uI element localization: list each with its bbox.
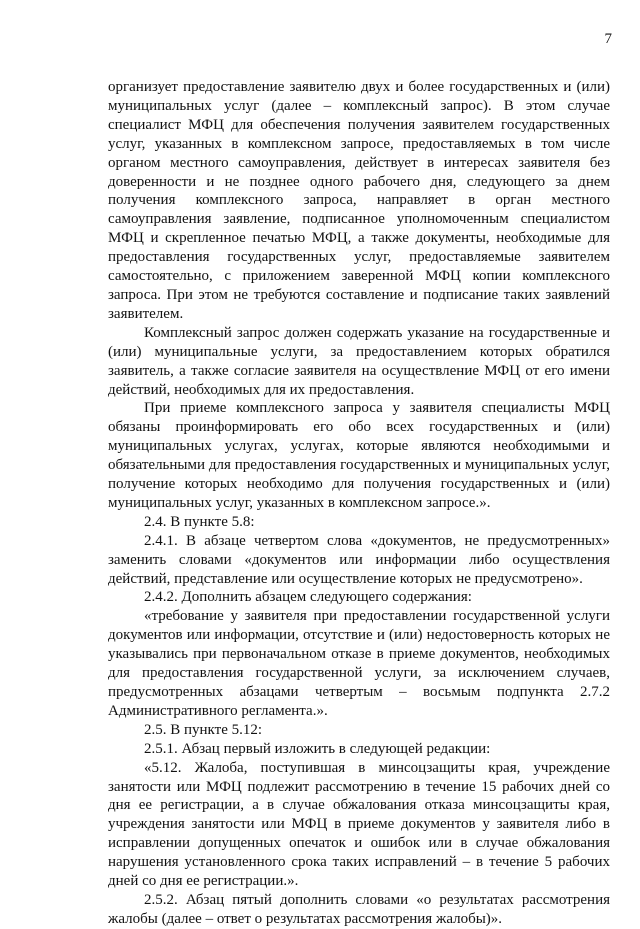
document-body: [108, 78, 610, 929]
page-number: 7: [604, 31, 612, 47]
clause-heading: 2.4.2. Дополнить абзацем следующего содержания:: [144, 589, 472, 606]
paragraph-continuation: организует предоставление заявителю двух и более государственных и (или) муниципальных услуг (далее – комплексный запрос). В этом случае специалист МФЦ для обеспечения получения заявителем государственных услуг, указанных в комплексном запросе, предоставляемых в том числе органом местного самоуправления, действует в интересах заявителя без доверенности и не позднее одного рабочего дня, следующего за днем получения комплексного запроса, направляет в орган местного самоуправления заявление, подписанное уполномоченным специалистом МФЦ и скрепленное печатью МФЦ, а также документы, необходимые для предоставления государственных услуг, предоставляемые заявителем самостоятельно, с приложением заверенной МФЦ копии комплексного запроса. При этом не требуются составление и подписание таких заявлений заявителем.: [108, 79, 610, 322]
clause-heading: 2.4. В пункте 5.8:: [144, 513, 255, 530]
paragraph: При приеме комплексного запроса у заявителя специалисты МФЦ обязаны проинформировать его обо всех государственных и (или) муниципальных услугах, услугах, которые являются необходимыми и обязательными для предоставления государственных и муниципальных услуг, получение которых необходимо для получения государственных и (или) муниципальных услуг, указанных в комплексном запросе.».: [108, 400, 610, 511]
clause-heading: 2.5.1. Абзац первый изложить в следующей редакции:: [144, 740, 491, 757]
quoted-paragraph: «5.12. Жалоба, поступившая в минсоцзащиты края, учреждение занятости или МФЦ подлежит рассмотрению в течение 15 рабочих дней со дня ее регистрации, а в случае обжалования отказа минсоцзащиты края, учреждения занятости или МФЦ в приеме документов у заявителя либо в исправлении допущенных опечаток и ошибок или в случае обжалования нарушения установленного срока таких исправлений – в течение 5 рабочих дней со дня ее регистрации.».: [108, 759, 610, 890]
paragraph: 2.4.1. В абзаце четвертом слова «документов, не предусмотренных» заменить словами «документов или информации либо осуществления действий, представление или осуществление которых не предусмотрено».: [108, 532, 610, 587]
paragraph: Комплексный запрос должен содержать указание на государственные и (или) муниципальные услуги, за предоставлением которых обратился заявитель, а также согласие заявителя на осуществление МФЦ от его имени действий, необходимых для их предоставления.: [108, 324, 610, 398]
paragraph: 2.5.2. Абзац пятый дополнить словами «о результатах рассмотрения жалобы (далее – ответ о результатах рассмотрения жалобы)».: [108, 891, 610, 927]
clause-heading: 2.5. В пункте 5.12:: [144, 721, 263, 738]
quoted-paragraph: «требование у заявителя при предоставлении государственной услуги документов или информации, отсутствие и (или) недостоверность которых не указывались при первоначальном отказе в приеме документов, необходимых для предоставления государственной услуги, за исключением случаев, предусмотренных абзацами четвертым – восьмым подпункта 2.7.2 Административного регламента.».: [108, 608, 610, 719]
